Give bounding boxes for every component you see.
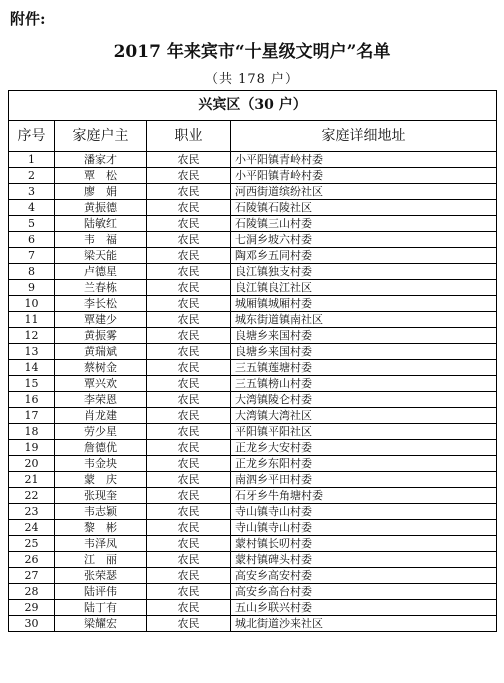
household-roster-table (8, 90, 497, 632)
cell-occupation: 农民 (147, 408, 231, 424)
cell-household-head: 韦志颖 (55, 504, 147, 520)
cell-address: 城厢镇城厢村委 (231, 296, 497, 312)
cell-address: 高安乡高安村委 (231, 568, 497, 584)
cell-household-head: 韦金块 (55, 456, 147, 472)
table-row (9, 152, 497, 168)
cell-household-head: 陆敏红 (55, 216, 147, 232)
cell-household-head: 黎 彬 (55, 520, 147, 536)
table-row (9, 184, 497, 200)
table-row (9, 312, 497, 328)
table-row (9, 472, 497, 488)
cell-household-head: 黄瑞斌 (55, 344, 147, 360)
cell-address: 良江镇独支村委 (231, 264, 497, 280)
cell-address: 良江镇良江社区 (231, 280, 497, 296)
cell-occupation: 农民 (147, 312, 231, 328)
table-row (9, 488, 497, 504)
table-row (9, 280, 497, 296)
cell-address: 蒙村镇长叨村委 (231, 536, 497, 552)
table-row (9, 536, 497, 552)
table-row (9, 248, 497, 264)
table-row (9, 360, 497, 376)
cell-address: 正龙乡大安村委 (231, 440, 497, 456)
table-row (9, 376, 497, 392)
cell-household-head: 卢德星 (55, 264, 147, 280)
cell-address: 良塘乡来国村委 (231, 344, 497, 360)
col-header-occupation: 职业 (147, 121, 231, 152)
cell-household-head: 梁天能 (55, 248, 147, 264)
cell-occupation: 农民 (147, 616, 231, 632)
cell-occupation: 农民 (147, 216, 231, 232)
cell-household-head: 江 丽 (55, 552, 147, 568)
cell-address: 小平阳镇青岭村委 (231, 152, 497, 168)
cell-address: 城东街道镇南社区 (231, 312, 497, 328)
cell-occupation: 农民 (147, 456, 231, 472)
table-row (9, 216, 497, 232)
district-heading: 兴宾区（30 户） (9, 91, 497, 121)
cell-number: 3 (9, 184, 55, 200)
cell-address: 蒙村镇碑头村委 (231, 552, 497, 568)
document-title: 2017 年来宾市“十星级文明户”名单 (113, 42, 391, 62)
cell-occupation: 农民 (147, 600, 231, 616)
cell-occupation: 农民 (147, 392, 231, 408)
cell-household-head: 肖龙建 (55, 408, 147, 424)
cell-number: 18 (9, 424, 55, 440)
table-row (9, 328, 497, 344)
cell-address: 小平阳镇青岭村委 (231, 168, 497, 184)
cell-address: 高安乡高台村委 (231, 584, 497, 600)
cell-number: 10 (9, 296, 55, 312)
cell-number: 30 (9, 616, 55, 632)
cell-household-head: 李长松 (55, 296, 147, 312)
cell-household-head: 廖 娟 (55, 184, 147, 200)
cell-household-head: 覃建少 (55, 312, 147, 328)
cell-occupation: 农民 (147, 536, 231, 552)
col-header-number: 序号 (9, 121, 55, 152)
table-row (9, 408, 497, 424)
cell-occupation: 农民 (147, 232, 231, 248)
cell-address: 平阳镇平阳社区 (231, 424, 497, 440)
cell-occupation: 农民 (147, 472, 231, 488)
table-row (9, 552, 497, 568)
table-row (9, 456, 497, 472)
cell-address: 南泗乡平田村委 (231, 472, 497, 488)
table-row (9, 168, 497, 184)
cell-number: 22 (9, 488, 55, 504)
cell-number: 25 (9, 536, 55, 552)
cell-address: 正龙乡东阳村委 (231, 456, 497, 472)
cell-household-head: 黄振德 (55, 200, 147, 216)
cell-address: 三五镇莲塘村委 (231, 360, 497, 376)
cell-number: 20 (9, 456, 55, 472)
table-row (9, 584, 497, 600)
cell-address: 七洞乡坡六村委 (231, 232, 497, 248)
cell-occupation: 农民 (147, 264, 231, 280)
table-row (9, 200, 497, 216)
cell-occupation: 农民 (147, 168, 231, 184)
cell-occupation: 农民 (147, 152, 231, 168)
cell-number: 6 (9, 232, 55, 248)
cell-household-head: 劳少星 (55, 424, 147, 440)
table-row (9, 232, 497, 248)
cell-occupation: 农民 (147, 280, 231, 296)
cell-household-head: 詹德优 (55, 440, 147, 456)
cell-household-head: 蒙 庆 (55, 472, 147, 488)
table-row (9, 520, 497, 536)
cell-number: 7 (9, 248, 55, 264)
cell-occupation: 农民 (147, 248, 231, 264)
cell-occupation: 农民 (147, 184, 231, 200)
table-row (9, 392, 497, 408)
cell-occupation: 农民 (147, 440, 231, 456)
cell-number: 11 (9, 312, 55, 328)
cell-household-head: 黄振雾 (55, 328, 147, 344)
cell-number: 8 (9, 264, 55, 280)
cell-number: 12 (9, 328, 55, 344)
cell-number: 17 (9, 408, 55, 424)
cell-number: 27 (9, 568, 55, 584)
cell-address: 河西街道缤纷社区 (231, 184, 497, 200)
cell-number: 28 (9, 584, 55, 600)
table-row (9, 424, 497, 440)
cell-address: 城北街道沙来社区 (231, 616, 497, 632)
cell-household-head: 陆评伟 (55, 584, 147, 600)
table-row (9, 296, 497, 312)
cell-number: 16 (9, 392, 55, 408)
cell-address: 寺山镇寺山村委 (231, 504, 497, 520)
cell-number: 13 (9, 344, 55, 360)
cell-number: 5 (9, 216, 55, 232)
cell-household-head: 覃 松 (55, 168, 147, 184)
cell-occupation: 农民 (147, 552, 231, 568)
cell-number: 1 (9, 152, 55, 168)
district-row (9, 91, 497, 121)
cell-address: 石陵镇三山村委 (231, 216, 497, 232)
document-subtitle: （共 178 户） (204, 72, 300, 87)
cell-address: 石牙乡牛角塘村委 (231, 488, 497, 504)
cell-occupation: 农民 (147, 360, 231, 376)
cell-household-head: 韦 福 (55, 232, 147, 248)
cell-number: 29 (9, 600, 55, 616)
table-row (9, 264, 497, 280)
cell-occupation: 农民 (147, 376, 231, 392)
cell-address: 石陵镇石陵社区 (231, 200, 497, 216)
cell-occupation: 农民 (147, 296, 231, 312)
table-row (9, 344, 497, 360)
cell-address: 大湾镇大湾社区 (231, 408, 497, 424)
cell-address: 良塘乡来国村委 (231, 328, 497, 344)
col-header-household-head: 家庭户主 (55, 121, 147, 152)
cell-occupation: 农民 (147, 424, 231, 440)
cell-household-head: 李荣恩 (55, 392, 147, 408)
table-row (9, 504, 497, 520)
cell-occupation: 农民 (147, 200, 231, 216)
cell-address: 大湾镇陵仑村委 (231, 392, 497, 408)
cell-household-head: 兰春栋 (55, 280, 147, 296)
cell-occupation: 农民 (147, 520, 231, 536)
column-header-row (9, 121, 497, 152)
cell-household-head: 韦泽凤 (55, 536, 147, 552)
cell-household-head: 蔡树金 (55, 360, 147, 376)
cell-occupation: 农民 (147, 504, 231, 520)
cell-household-head: 潘家才 (55, 152, 147, 168)
table-row (9, 616, 497, 632)
table-row (9, 568, 497, 584)
cell-household-head: 覃兴欢 (55, 376, 147, 392)
cell-household-head: 陆丁有 (55, 600, 147, 616)
cell-occupation: 农民 (147, 568, 231, 584)
cell-household-head: 张现奎 (55, 488, 147, 504)
cell-number: 21 (9, 472, 55, 488)
roster-body (9, 152, 497, 632)
cell-number: 24 (9, 520, 55, 536)
cell-number: 23 (9, 504, 55, 520)
cell-number: 2 (9, 168, 55, 184)
col-header-address: 家庭详细地址 (231, 121, 497, 152)
cell-number: 4 (9, 200, 55, 216)
cell-number: 26 (9, 552, 55, 568)
table-row (9, 440, 497, 456)
cell-address: 寺山镇寺山村委 (231, 520, 497, 536)
attachment-label: 附件: (10, 10, 46, 28)
cell-number: 14 (9, 360, 55, 376)
cell-occupation: 农民 (147, 328, 231, 344)
cell-address: 五山乡联兴村委 (231, 600, 497, 616)
cell-number: 15 (9, 376, 55, 392)
cell-occupation: 农民 (147, 584, 231, 600)
cell-number: 9 (9, 280, 55, 296)
cell-address: 三五镇榜山村委 (231, 376, 497, 392)
cell-address: 陶邓乡五同村委 (231, 248, 497, 264)
cell-occupation: 农民 (147, 488, 231, 504)
cell-household-head: 张荣瑟 (55, 568, 147, 584)
cell-household-head: 梁耀宏 (55, 616, 147, 632)
table-row (9, 600, 497, 616)
cell-number: 19 (9, 440, 55, 456)
cell-occupation: 农民 (147, 344, 231, 360)
